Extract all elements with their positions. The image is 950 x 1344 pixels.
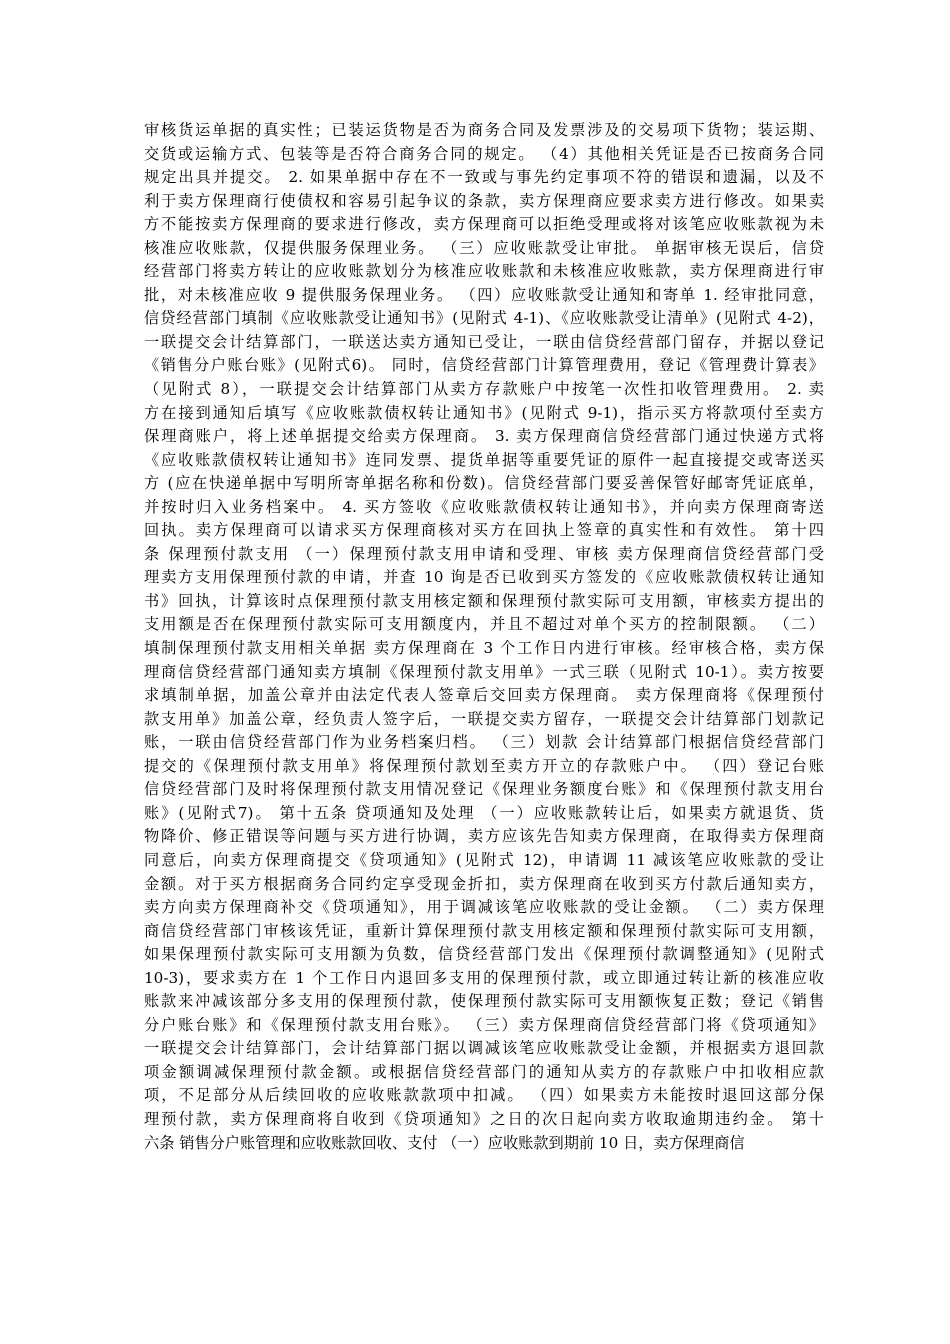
text-line: 信贷经营部门填制《应收账款受让通知书》(见附式 4-1)、《应收账款受让清单》(见附式 4-2)， <box>144 309 824 328</box>
text-line: 同意后，向卖方保理商提交《贷项通知》(见附式 12)，申请调 11 减该笔应收账款的受让 <box>144 850 824 869</box>
text-line: 方在接到通知后填写《应收账款债权转让通知书》(见附式 9-1)，指示买方将款项付至卖方 <box>144 403 824 422</box>
text-line: 经营部门将卖方转让的应收账款划分为核准应收账款和未核准应收账款，卖方保理商进行审 <box>144 262 824 281</box>
text-line: 条 保理预付款支用 （一）保理预付款支用申请和受理、审核 卖方保理商信贷经营部门受 <box>144 544 824 563</box>
text-line: 卖方向卖方保理商补交《贷项通知》，用于调减该笔应收账款的受让金额。 （二）卖方保理 <box>144 898 824 917</box>
text-line: 交货或运输方式、包装等是否符合商务合同的规定。 （4）其他相关凭证是否已按商务合同 <box>144 144 824 163</box>
text-line: 物降价、修正错误等问题与买方进行协调，卖方应该先告知卖方保理商，在取得卖方保理商 <box>144 827 824 846</box>
text-line: 支用额是否在保理预付款实际可支用额度内，并且不超过对单个买方的控制限额。 （二） <box>144 615 824 634</box>
text-line: 六条 销售分户账管理和应收账款回收、支付 （一）应收账款到期前 10 日，卖方保理商信 <box>144 1133 745 1152</box>
text-line: 理商信贷经营部门通知卖方填制《保理预付款支用单》一式三联（见附式 10-1）。卖方按要 <box>144 662 824 681</box>
text-line: 账款来冲减该部分多支用的保理预付款，使保理预付款实际可支用额恢复正数；登记《销售 <box>144 992 824 1011</box>
text-line: 求填制单据，加盖公章并由法定代表人签章后交回卖方保理商。 卖方保理商将《保理预付 <box>144 686 824 705</box>
text-line: 书》回执，计算该时点保理预付款支用核定额和保理预付款实际可支用额，审核卖方提出的 <box>144 591 824 610</box>
text-line: 核准应收账款，仅提供服务保理业务。 （三）应收账款受让审批。 单据审核无误后，信贷 <box>144 238 824 257</box>
text-line: 规定出具并提交。 2. 如果单据中存在不一致或与事先约定事项不符的错误和遗漏，以及不 <box>144 168 824 187</box>
text-line: 批，对未核准应收 9 提供服务保理业务。 （四）应收账款受让通知和寄单 1. 经审批同意， <box>144 285 824 304</box>
text-line: 并按时归入业务档案中。 4. 买方签收《应收账款债权转让通知书》，并向卖方保理商寄送 <box>144 497 824 516</box>
text-line: 提交的《保理预付款支用单》将保理预付款划至卖方开立的存款账户中。 （四）登记台账 <box>144 756 824 775</box>
text-line: 10-3)，要求卖方在 1 个工作日内退回多支用的保理预付款，或立即通过转让新的核准应收 <box>144 968 824 987</box>
body-text <box>144 119 824 1155</box>
text-line: （见附式 8），一联提交会计结算部门从卖方存款账户中按笔一次性扣收管理费用。 2. 卖 <box>144 380 824 399</box>
text-line: 理卖方支用保理预付款的申请，并查 10 询是否已收到买方签发的《应收账款债权转让通知 <box>144 568 824 587</box>
text-line: 项金额调减保理预付款金额。或根据信贷经营部门的通知从卖方的存款账户中扣收相应款 <box>144 1062 824 1081</box>
text-line: 项，不足部分从后续回收的应收账款款项中扣减。 （四）如果卖方未能按时退回这部分保 <box>144 1086 824 1105</box>
text-line: 理预付款，卖方保理商将自收到《贷项通知》之日的次日起向卖方收取逾期违约金。 第十 <box>144 1109 824 1128</box>
text-line: 信贷经营部门及时将保理预付款支用情况登记《保理业务额度台账》和《保理预付款支用台 <box>144 780 824 799</box>
text-line: 账，一联由信贷经营部门作为业务档案归档。 （三）划款 会计结算部门根据信贷经营部门 <box>144 733 824 752</box>
text-line: 账》(见附式7)。 第十五条 贷项通知及处理 （一）应收账款转让后，如果卖方就退货、货 <box>144 803 824 822</box>
text-line: 一联提交会计结算部门，会计结算部门据以调减该笔应收账款受让金额，并根据卖方退回款 <box>144 1039 824 1058</box>
text-line: 保理商账户，将上述单据提交给卖方保理商。 3. 卖方保理商信贷经营部门通过快递方式将 <box>144 427 824 446</box>
text-line: 分户账台账》和《保理预付款支用台账》。 （三）卖方保理商信贷经营部门将《贷项通知》 <box>144 1015 824 1034</box>
text-line: 方 (应在快递单据中写明所寄单据名称和份数)。信贷经营部门要妥善保管好邮寄凭证底单， <box>144 474 824 493</box>
text-line: 《销售分户账台账》(见附式6)。 同时，信贷经营部门计算管理费用，登记《管理费计算表》 <box>144 356 824 375</box>
text-line: 商信贷经营部门审核该凭证，重新计算保理预付款支用核定额和保理预付款实际可支用额， <box>144 921 824 940</box>
text-line: 填制保理预付款支用相关单据 卖方保理商在 3 个工作日内进行审核。经审核合格，卖方保 <box>144 639 824 658</box>
text-line: 方不能按卖方保理商的要求进行修改，卖方保理商可以拒绝受理或将对该笔应收账款视为未 <box>144 215 824 234</box>
text-line: 《应收账款债权转让通知书》连同发票、提货单据等重要凭证的原件一起直接提交或寄送买 <box>144 450 824 469</box>
text-line: 回执。卖方保理商可以请求买方保理商核对买方在回执上签章的真实性和有效性。 第十四 <box>144 521 824 540</box>
text-line: 金额。对于买方根据商务合同约定享受现金折扣，卖方保理商在收到买方付款后通知卖方， <box>144 874 824 893</box>
text-line: 如果保理预付款实际可支用额为负数，信贷经营部门发出《保理预付款调整通知》(见附式 <box>144 945 824 964</box>
text-line: 利于卖方保理商行使债权和容易引起争议的条款，卖方保理商应要求卖方进行修改。如果卖 <box>144 191 824 210</box>
text-line: 审核货运单据的真实性；已装运货物是否为商务合同及发票涉及的交易项下货物；装运期、 <box>144 121 824 139</box>
text-line: 款支用单》加盖公章，经负责人签字后，一联提交卖方留存，一联提交会计结算部门划款记 <box>144 709 824 728</box>
text-line: 一联提交会计结算部门，一联送达卖方通知已受让，一联由信贷经营部门留存，并据以登记 <box>144 332 824 351</box>
